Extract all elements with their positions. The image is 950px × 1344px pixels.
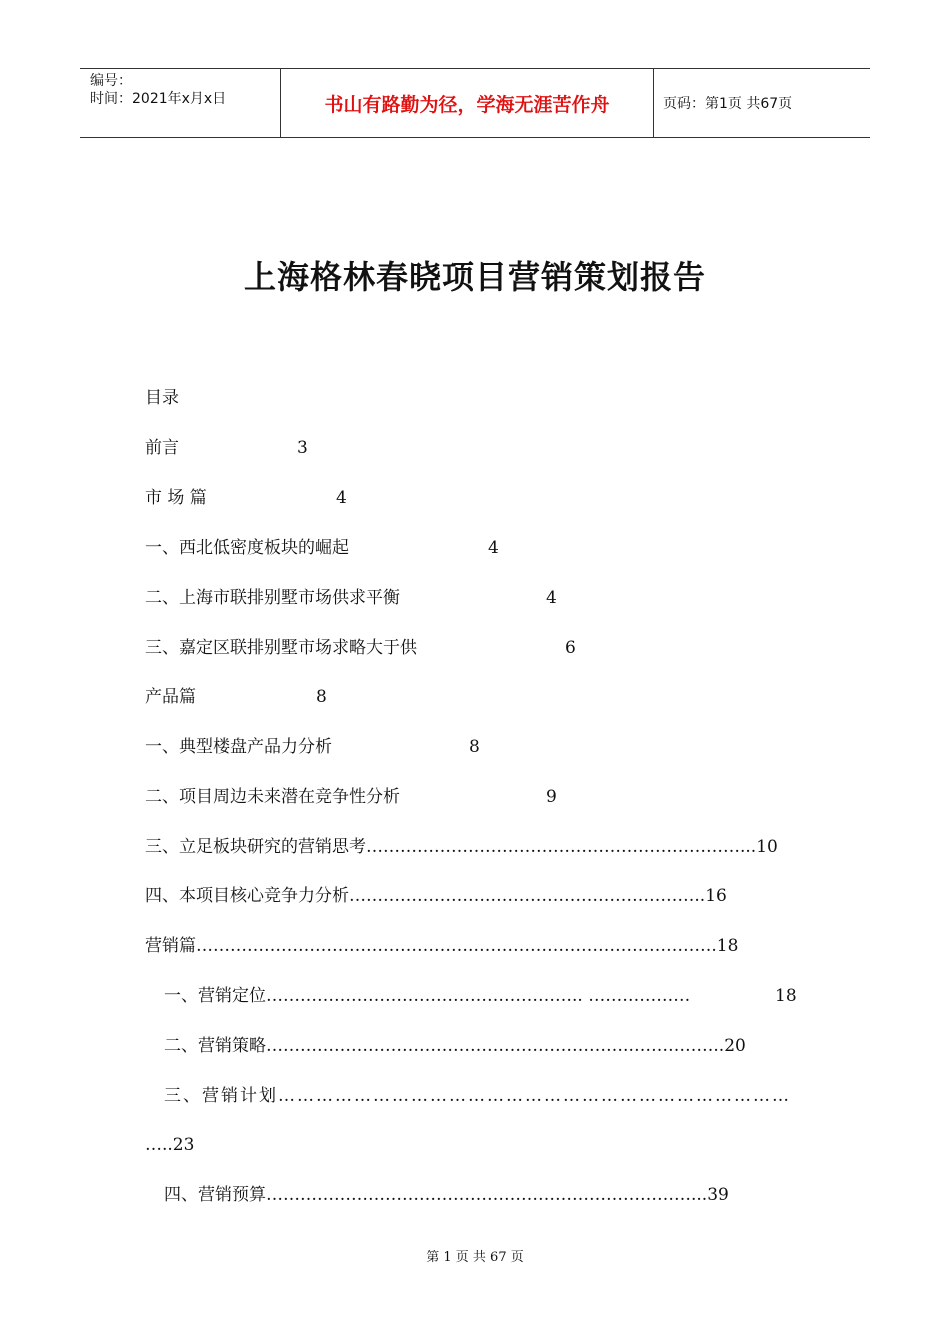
toc-item-label: 三、营销计划………………………………………………………………………	[164, 1086, 791, 1106]
toc-item-page: 3	[297, 438, 308, 458]
toc-item-label: 三、嘉定区联排别墅市场求略大于供	[145, 638, 417, 658]
toc-item-page: 4	[488, 538, 499, 558]
toc-item-label: 前言	[145, 438, 179, 458]
toc-item-label: 一、营销定位……………………………………………….. ………………	[164, 986, 691, 1006]
toc-item-page: 4	[546, 588, 557, 608]
toc-item-page: 6	[565, 638, 576, 658]
toc-item-label: 三、立足板块研究的营销思考…………………………………………………………...10	[145, 837, 778, 857]
toc-item-page: 9	[546, 787, 557, 807]
toc-item-label: 四、营销预算…………………………………………………………………...39	[164, 1185, 729, 1205]
header-divider	[653, 69, 654, 137]
number-label: 编号：	[90, 73, 132, 89]
toc-item-label: 一、典型楼盘产品力分析	[145, 737, 332, 757]
toc-item-page: 8	[469, 737, 480, 757]
toc-item-label: 营销篇………………………………………….…………………………………….18	[145, 936, 739, 956]
toc-item-page: 4	[336, 488, 347, 508]
page-footer: 第 1 页 共 67 页	[426, 1250, 524, 1265]
document-header	[80, 68, 870, 138]
toc-item-label: 一、西北低密度板块的崛起	[145, 538, 349, 558]
document-title: 上海格林春晓项目营销策划报告	[243, 258, 706, 296]
toc-item-label: 产品篇	[145, 687, 196, 707]
toc-item-label: …..23	[145, 1135, 195, 1155]
header-motto: 书山有路勤为径，学海无涯苦作舟	[324, 93, 610, 116]
time-label: 时间：2021年x月x日	[90, 91, 227, 107]
toc-item-page: 8	[316, 687, 327, 707]
toc-item-label: 市 场 篇	[145, 488, 207, 508]
toc-item-label: 二、营销策略……………………………………………………….……………..20	[164, 1036, 746, 1056]
toc-heading: 目录	[145, 388, 179, 408]
toc-item-label: 四、本项目核心竞争力分析…………………….………………………………..16	[145, 886, 727, 906]
toc-item-label: 二、项目周边未来潜在竞争性分析	[145, 787, 400, 807]
header-meta	[80, 69, 280, 137]
header-page-info: 页码：第1页 共67页	[663, 96, 793, 112]
toc-item-label: 二、上海市联排别墅市场供求平衡	[145, 588, 400, 608]
toc-item-page: 18	[775, 986, 797, 1006]
